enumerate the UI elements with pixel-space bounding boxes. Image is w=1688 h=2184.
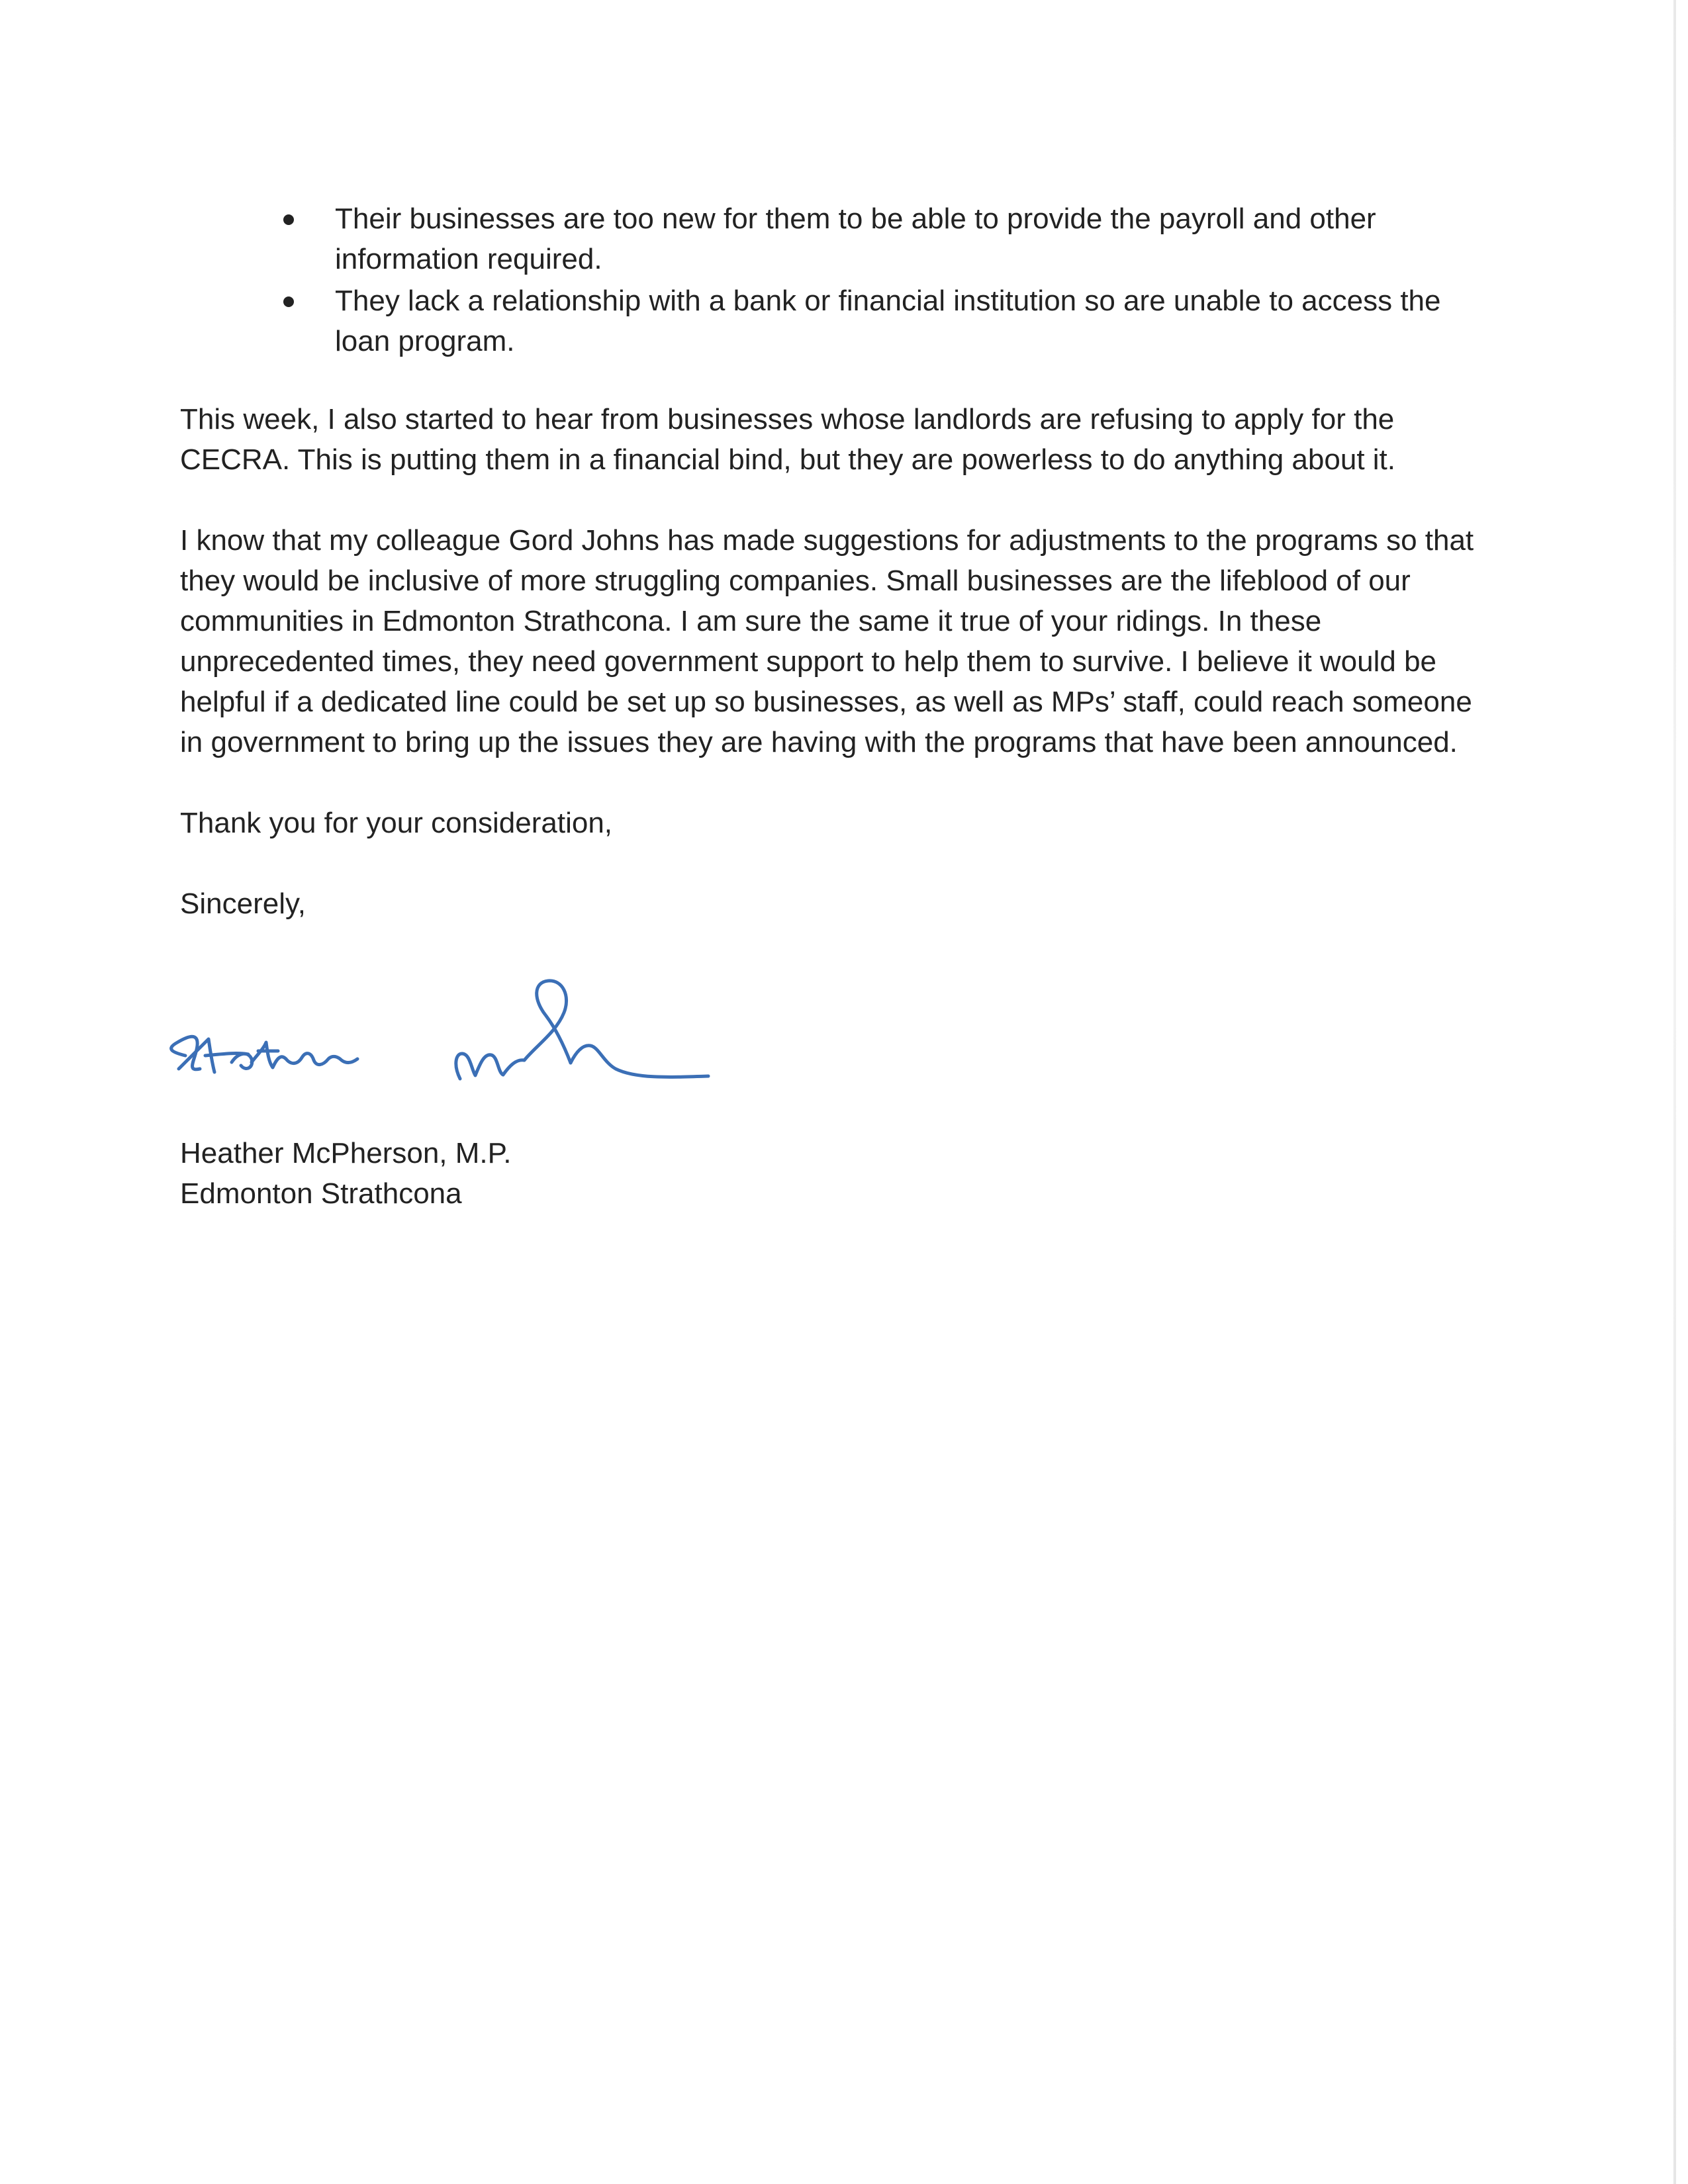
bullet-dot-icon xyxy=(283,214,294,225)
signer-riding: Edmonton Strathcona xyxy=(180,1177,462,1210)
bullet-list xyxy=(180,199,1477,361)
handwritten-signature xyxy=(159,933,755,1099)
closing-sincerely: Sincerely, xyxy=(180,887,306,920)
paragraph-landlords: This week, I also started to hear from businesses whose landlords are refusing to apply for the CECRA. This is putting them in a financial bind, but they are powerless to do anything about it. xyxy=(180,403,1395,476)
scan-edge xyxy=(1673,0,1676,2184)
closing-thanks: Thank you for your consideration, xyxy=(180,807,613,839)
signer-name: Heather McPherson, M.P. xyxy=(180,1137,512,1169)
bullet-item xyxy=(180,199,1477,279)
bullet-text: Their businesses are too new for them to be able to provide the payroll and other information required. xyxy=(335,203,1376,275)
bullet-dot-icon xyxy=(283,296,294,307)
bullet-item xyxy=(180,281,1477,361)
signature-block xyxy=(180,1133,512,1214)
bullet-text: They lack a relationship with a bank or financial institution so are unable to access the loan program. xyxy=(335,285,1441,357)
letter-body xyxy=(180,199,1477,924)
paragraph-request: I know that my colleague Gord Johns has made suggestions for adjustments to the programs so that they would be inclusive of more struggling companies. Small businesses are the lifeblood of our communities in Edmonton Strathcona. I am sure the same it true of your ridings. In these unprecedented times, they need government support to help them to survive. I believe it would be helpful if a dedicated line could be set up so businesses, as well as MPs’ staff, could reach someone in government to bring up the issues they are having with the programs that have been announced. xyxy=(180,524,1474,758)
